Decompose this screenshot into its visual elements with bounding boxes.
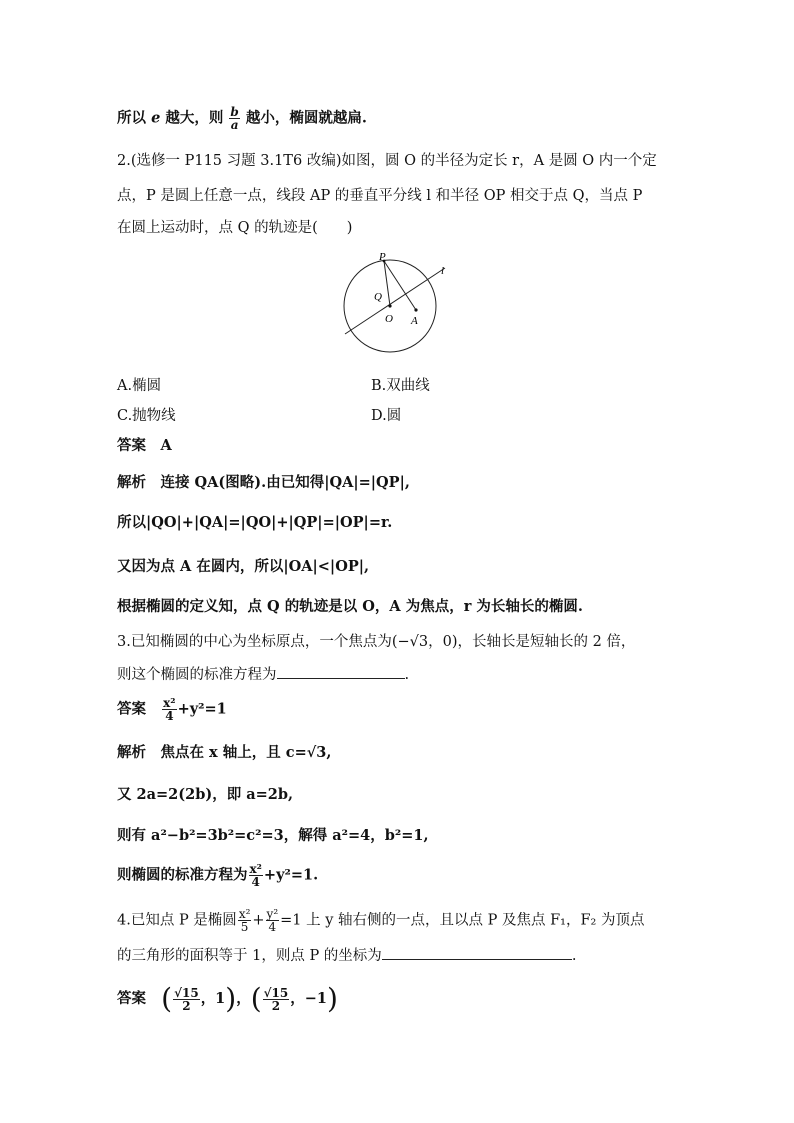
equation-rest: +y²=1 [177, 700, 227, 718]
q2-solution-2: 所以|QO|+|QA|=|QO|+|QP|=|OP|=r. [117, 514, 393, 531]
q2-solution-3: 又因为点 A 在圆内，所以|OA|<|OP|, [117, 558, 370, 575]
fraction-numerator: y² [266, 907, 279, 921]
text-segment: 4.已知点 P 是椭圆 [117, 912, 237, 929]
q2-line-3: 在圆上运动时，点 Q 的轨迹是( ) [117, 220, 353, 236]
fraction-numerator: x² [238, 907, 251, 921]
text-segment: 则椭圆的标准方程为 [117, 866, 248, 884]
fraction-x2-over-4 [162, 697, 176, 722]
text-segment: 越大，则 [165, 109, 224, 127]
fraction-denominator: 5 [240, 920, 249, 934]
q3-line-2 [117, 664, 409, 685]
q2-line-1: 2.(选修一 P115 习题 3.1T6 改编)如图，圆 O 的半径为定长 r，A 是圆 O 内一个定 [117, 153, 657, 169]
fraction-sqrt15-over-2 [263, 987, 290, 1012]
fraction-denominator: 4 [251, 875, 260, 889]
label-A: A [411, 315, 418, 327]
label-O: O [385, 313, 393, 325]
q3-solution-4 [117, 863, 318, 888]
fraction-denominator: 2 [182, 998, 191, 1013]
answer-label: 答案 [117, 700, 146, 718]
q4-prompt: 的三角形的面积等于 1，则点 P 的坐标为 [117, 948, 382, 964]
period: . [571, 948, 577, 964]
fraction-x2-over-4 [249, 863, 263, 888]
segment-PA [384, 261, 416, 310]
q3-solution-1: 解析 焦点在 x 轴上，且 c=√3, [117, 744, 332, 761]
q4-line-1 [117, 908, 644, 933]
answer-blank[interactable] [382, 945, 572, 960]
point-y-value: ，−1 [290, 990, 327, 1007]
q3-line-1: 3.已知椭圆的中心为坐标原点，一个焦点为(−√3，0)，长轴长是短轴长的 2 倍， [117, 634, 636, 650]
option-b[interactable]: B.双曲线 [371, 378, 430, 394]
q4-line-2 [117, 945, 576, 966]
q2-solution-4: 根据椭圆的定义知，点 Q 的轨迹是以 O，A 为焦点，r 为长轴长的椭圆. [117, 598, 583, 615]
fraction-numerator: √15 [174, 985, 199, 1000]
q3-solution-3: 则有 a²−b²=3b²=c²=3，解得 a²=4，b²=1, [117, 827, 429, 844]
text-segment: 所以 [117, 109, 146, 127]
fraction-denominator: 4 [268, 920, 277, 934]
left-paren: ( [161, 982, 173, 1015]
fraction-numerator: √15 [263, 985, 289, 1000]
q4-answer [117, 982, 338, 1015]
period: . [404, 667, 410, 683]
separator: ， [236, 990, 251, 1007]
q3-answer [117, 697, 227, 722]
q2-solution-1: 解析 连接 QA(图略).由已知得|QA|=|QP|, [117, 474, 410, 491]
plus-sign: + [252, 912, 265, 929]
answer-blank[interactable] [277, 664, 405, 679]
fraction-denominator: a [230, 118, 239, 132]
right-paren: ) [327, 982, 338, 1015]
label-P: P [379, 251, 386, 263]
q3-prompt: 则这个椭圆的标准方程为 [117, 667, 277, 683]
q2-line-2: 点，P 是圆上任意一点，线段 AP 的垂直平分线 l 和半径 OP 相交于点 Q，当点 P [117, 188, 643, 204]
conclusion-line [117, 106, 367, 131]
fraction-denominator: 4 [165, 709, 174, 723]
label-l: l [441, 265, 445, 277]
text-segment: +y²=1. [263, 866, 319, 884]
q3-solution-2: 又 2a=2(2b)，即 a=2b, [117, 786, 294, 803]
fraction-x2-over-5 [238, 908, 252, 933]
var-e: e [151, 109, 161, 127]
option-c[interactable]: C.抛物线 [117, 408, 176, 424]
right-paren: ) [225, 982, 237, 1015]
fraction-b-over-a [229, 106, 239, 131]
q2-answer: 答案 A [117, 437, 172, 454]
fraction-numerator: x² [163, 696, 176, 710]
option-d[interactable]: D.圆 [371, 408, 402, 424]
option-a[interactable]: A.椭圆 [117, 378, 162, 394]
fraction-numerator: x² [249, 862, 262, 876]
left-paren: ( [250, 982, 262, 1015]
point-A [414, 308, 417, 311]
fraction-numerator: b [230, 105, 239, 119]
point-O [388, 304, 391, 307]
point-y-value: ，1 [200, 990, 226, 1007]
fraction-denominator: 2 [271, 998, 281, 1013]
circle-figure [330, 248, 470, 360]
answer-label: 答案 [117, 990, 146, 1007]
radius-OP [384, 261, 390, 306]
label-Q: Q [374, 291, 382, 303]
fraction-y2-over-4 [266, 908, 280, 933]
fraction-sqrt15-over-2 [173, 987, 200, 1012]
text-segment: =1 上 y 轴右侧的一点，且以点 P 及焦点 F₁，F₂ 为顶点 [280, 912, 645, 929]
text-segment: 越小，椭圆就越扁. [245, 109, 367, 127]
